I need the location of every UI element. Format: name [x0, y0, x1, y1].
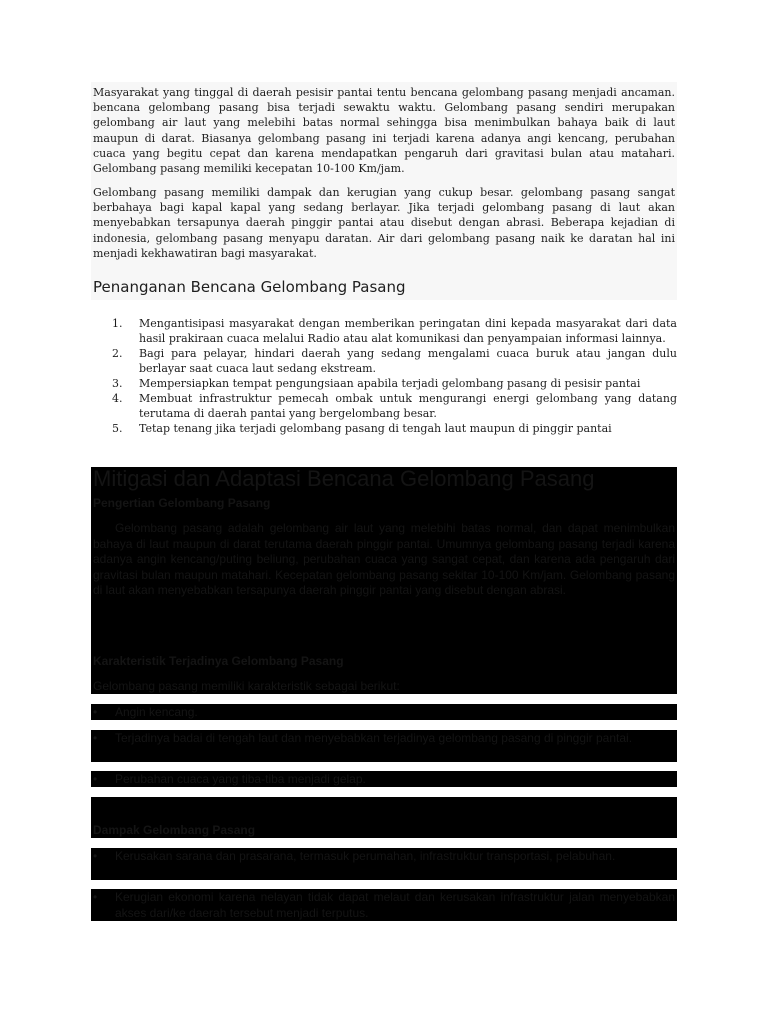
bullet-text: Perubahan cuaca yang tiba-tiba menjadi gelap. [115, 772, 366, 786]
list-item [112, 391, 677, 421]
intro-paragraph-2: Gelombang pasang memiliki dampak dan kerugian yang cukup besar. gelombang pasang sangat berbahaya bagi kapal kapal yang sedang berlayar. Jika terjadi gelombang pasang di laut akan menyebabkan tersapunya daerah pinggir pantai atau disebut dengan abrasi. Beberapa kejadian di indonesia, gelombang pasang menyapu daratan. Air dari gelombang pasang naik ke daratan hal ini menjadi kekhawatiran bagi masyarakat. [93, 186, 675, 260]
list-item [93, 890, 675, 921]
step-number: 5. [112, 422, 123, 435]
pengertian-paragraph: Gelombang pasang adalah gelombang air laut yang melebihi batas normal, dan dapat menimbulkan bahaya di laut maupun di darat terutama daerah pinggir pantai. Umumnya gelombang pasang terjadi karena adanya angin kencang/puting beliung, perubahan cuaca yang sangat cepat, dan karena ada pengaruh dari gravitasi bulan maupun matahari. Kecepatan gelombang pasang sekitar 10-100 Km/jam. Gelombang pasang di laut akan menyebabkan tersapunya daerah pinggir pantai yang disebut dengan abrasi. [93, 521, 675, 597]
pengertian-heading: Pengertian Gelombang Pasang [93, 496, 271, 510]
bullet-icon: • [93, 731, 98, 745]
step-text: Mengantisipasi masyarakat dengan memberikan peringatan dini kepada masyarakat dari data hasil prakiraan cuaca melalui Radio atau alat komunikasi dan penyampaian informasi lainnya. [139, 317, 677, 345]
step-text: Bagi para pelayar, hindari daerah yang sedang mengalami cuaca buruk atau jangan dulu berlayar saat cuaca laut sedang ekstream. [139, 347, 677, 375]
step-text: Tetap tenang jika terjadi gelombang pasang di tengah laut maupun di pinggir pantai [139, 422, 612, 435]
step-number: 3. [112, 377, 123, 390]
list-item [112, 316, 677, 346]
bullet-text: Angin kencang. [115, 705, 198, 719]
step-number: 2. [112, 347, 123, 360]
step-number: 4. [112, 392, 123, 405]
step-number: 1. [112, 317, 123, 330]
step-text: Membuat infrastruktur pemecah ombak untuk mengurangi energi gelombang yang datang terutama di daerah pantai yang bergelombang besar. [139, 392, 677, 420]
karakteristik-heading: Karakteristik Terjadinya Gelombang Pasang [93, 654, 344, 668]
list-item [93, 849, 675, 865]
list-item [93, 731, 675, 747]
intro-paragraph-1: Masyarakat yang tinggal di daerah pesisir pantai tentu bencana gelombang pasang menjadi ancaman. bencana gelombang pasang bisa terjadi sewaktu waktu. Gelombang pasang sendiri merupakan gelombang air laut yang melebihi batas normal sehingga bisa menimbulkan bahaya baik di laut maupun di darat. Biasanya gelombang pasang ini terjadi karena adanya angi kencang, perubahan cuaca yang begitu cepat dan karena mendapatkan pengaruh dari gravitasi bulan atau matahari. Gelombang pasang memiliki kecepatan 10-100 Km/jam. [93, 86, 675, 176]
step-text: Mempersiapkan tempat pengungsiaan apabila terjadi gelombang pasang di pesisir pantai [139, 377, 641, 390]
dampak-heading: Dampak Gelombang Pasang [93, 823, 256, 837]
bullet-text: Kerugian ekonomi karena nelayan tidak dapat melaut dan kerusakan infrastruktur jalan menyebabkan akses dari/ke daerah tersebut menjadi terputus. [115, 890, 675, 920]
list-item [93, 705, 675, 721]
bullet-text: Terjadinya badai di tengah laut dan menyebabkan terjadinya gelombang pasang di pinggir pantai. [115, 731, 633, 745]
mitigasi-title: Mitigasi dan Adaptasi Bencana Gelombang Pasang [93, 466, 595, 491]
list-item [112, 346, 677, 376]
penanganan-steps-list [112, 316, 677, 436]
penanganan-heading: Penanganan Bencana Gelombang Pasang [93, 278, 406, 296]
list-item [93, 772, 675, 788]
list-item [112, 421, 677, 436]
list-item [112, 376, 677, 391]
bullet-icon: • [93, 772, 98, 786]
karakteristik-intro: Gelombang pasang memiliki karakteristik sebagai berikut: [93, 679, 400, 693]
bullet-icon: • [93, 890, 98, 904]
bullet-icon: • [93, 705, 98, 719]
bullet-icon: • [93, 849, 98, 863]
bullet-text: Kerusakan sarana dan prasarana, termasuk perumahan, infrastruktur transportasi, pelabuhan. [115, 849, 616, 863]
